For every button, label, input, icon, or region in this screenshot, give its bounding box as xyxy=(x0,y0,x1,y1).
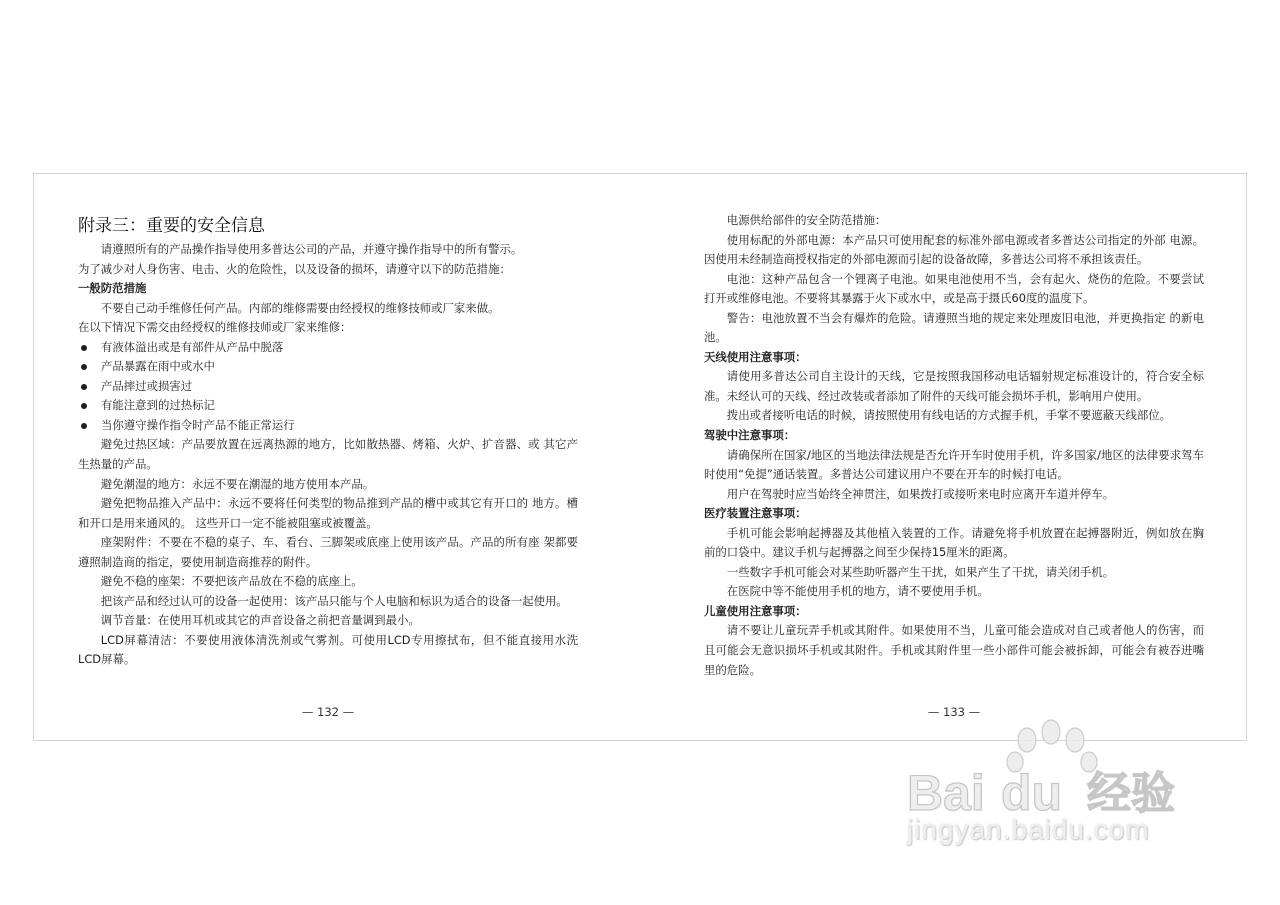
paragraph: 拨出或者接听电话的时候，请按照使用有线电话的方式握手机，手掌不要遮蔽天线部位。 xyxy=(726,408,1172,423)
book-spread xyxy=(33,173,1247,741)
section-heading-general: 一般防范措施 xyxy=(78,281,147,296)
paragraph: 把该产品和经过认可的设备一起使用：该产品只能与个人电脑和标识为适合的设备一起使用。 xyxy=(100,593,568,608)
paragraph: 请使用多普达公司自主设计的天线，它是按照我国移动电话辐射规定标准设计的，符合安全标准。未经认可的天线、经过改装或者添加了附件的天线可能会损坏手机，影响用户使用。 xyxy=(704,369,1204,403)
paragraph: 使用标配的外部电源：本产品只可使用配套的标准外部电源或者多普达公司指定的外部 电源。因使用未经制造商授权指定的外部电源而引起的设备故障，多普达公司将不承担该责任。 xyxy=(704,232,1204,267)
paragraph: 不要自己动手维修任何产品。内部的维修需要由经授权的维修技师或厂家来做。 xyxy=(100,300,500,315)
svg-text:经验: 经验 xyxy=(1087,768,1175,818)
paragraph: 一些数字手机可能会对某些助听器产生干扰，如果产生了干扰，请关闭手机。 xyxy=(726,564,1115,579)
paragraph: 手机可能会影响起搏器及其他植入装置的工作。请避免将手机放置在起搏器附近，例如放在胸前的口袋中。建议手机与起搏器之间至少保持15厘米的距离。 xyxy=(704,525,1204,560)
baidu-jingyan-watermark xyxy=(905,718,1205,868)
paragraph: LCD屏幕清洁：不要使用液体清洗剂或气雾剂。可使用LCD专用擦拭布，但不能直接用水洗LCD屏幕。 xyxy=(78,632,578,667)
paragraph: 警告：电池放置不当会有爆炸的危险。请遵照当地的规定来处理废旧电池，并更换指定 的新电池。 xyxy=(704,310,1204,345)
baidu-logo-icon xyxy=(905,718,1205,818)
section-heading-children: 儿童使用注意事项： xyxy=(704,603,807,618)
section-heading-driving: 驾驶中注意事项： xyxy=(704,428,796,443)
list-item-text: 有液体溢出或是有部件从产品中脱落 xyxy=(101,339,284,354)
paragraph: 用户在驾驶时应当始终全神贯注，如果拨打或接听来电时应离开车道并停车。 xyxy=(726,486,1115,501)
page-title: 附录三：重要的安全信息 xyxy=(78,216,265,236)
list-item xyxy=(78,416,578,436)
service-condition-list xyxy=(78,338,578,436)
paragraph: 在以下情况下需交由经授权的维修技师或厂家来维修： xyxy=(78,320,352,335)
list-item-text: 产品摔过或损害过 xyxy=(101,378,193,393)
list-item xyxy=(78,338,578,358)
paragraph: 请确保所在国家/地区的当地法律法规是否允许开车时使用手机，许多国家/地区的法律要求驾车时使用“免提”通话装置。多普达公司建议用户不要在开车的时候打电话。 xyxy=(704,447,1204,482)
bullet-icon xyxy=(81,345,87,351)
list-item-text: 当你遵守操作指令时产品不能正常运行 xyxy=(101,417,295,432)
paragraph: 电源供给部件的安全防范措施： xyxy=(726,213,887,227)
page-132-content xyxy=(78,214,578,670)
page-number: — 132 — xyxy=(301,705,355,720)
paragraph: 避免不稳的座架：不要把该产品放在不稳的底座上。 xyxy=(100,574,363,589)
paragraph: 避免把物品推入产品中：永远不要将任何类型的物品推到产品的槽中或其它有开口的 地方。槽和开口是用来通风的。 这些开口一定不能被阻塞或被覆盖。 xyxy=(78,496,578,530)
paragraph: 请不要让儿童玩弄手机或其附件。如果使用不当，儿童可能会造成对自己或者他人的伤害，而且可能会无意识损坏手机或其附件。手机或其附件里一些小部件可能会被拆卸，可能会有被吞进嘴里的危险。 xyxy=(704,623,1204,677)
svg-text:Bai: Bai xyxy=(907,765,985,818)
page-133-content xyxy=(704,211,1204,680)
page-133 xyxy=(704,174,1204,740)
bullet-icon xyxy=(81,403,87,409)
list-item xyxy=(78,396,578,416)
paragraph: 调节音量：在使用耳机或其它的声音设备之前把音量调到最小。 xyxy=(100,613,420,628)
paragraph: 座架附件：不要在不稳的桌子、车、看台、三脚架或底座上使用该产品。产品的所有座 架都要遵照制造商的指定，要使用制造商推荐的附件。 xyxy=(78,535,578,569)
paragraph: 避免过热区域：产品要放置在远离热源的地方，比如散热器、烤箱、火炉、扩音器、或 其它产生热量的产品。 xyxy=(78,437,578,472)
section-heading-antenna: 天线使用注意事项： xyxy=(704,349,807,364)
page-132 xyxy=(78,174,578,740)
bullet-icon xyxy=(81,364,87,370)
list-item xyxy=(78,357,578,377)
list-item-text: 产品暴露在雨中或水中 xyxy=(101,359,215,374)
bullet-icon xyxy=(81,384,87,390)
intro-paragraph: 请遵照所有的产品操作指导使用多普达公司的产品，并遵守操作指导中的所有警示。 xyxy=(100,242,523,256)
section-heading-medical: 医疗装置注意事项： xyxy=(704,506,807,521)
page-number: — 133 — xyxy=(927,705,981,720)
bullet-icon xyxy=(81,423,87,429)
list-item-text: 有能注意到的过热标记 xyxy=(101,398,215,413)
paragraph: 电池：这种产品包含一个锂离子电池。如果电池使用不当，会有起火、烧伤的危险。不要尝试打开或维修电池。不要将其暴露于火下或水中，或是高于摄氏60度的温度下。 xyxy=(704,271,1204,306)
list-item xyxy=(78,377,578,397)
svg-text:du: du xyxy=(1001,765,1063,818)
watermark-url: jingyan.baidu.com xyxy=(907,814,1150,845)
paragraph: 避免潮湿的地方：永远不要在潮湿的地方使用本产品。 xyxy=(100,476,375,491)
paragraph: 在医院中等不能使用手机的地方，请不要使用手机。 xyxy=(726,584,989,599)
intro-paragraph: 为了减少对人身伤害、电击、火的危险性，以及设备的损坏，请遵守以下的防范措施： xyxy=(78,261,511,276)
